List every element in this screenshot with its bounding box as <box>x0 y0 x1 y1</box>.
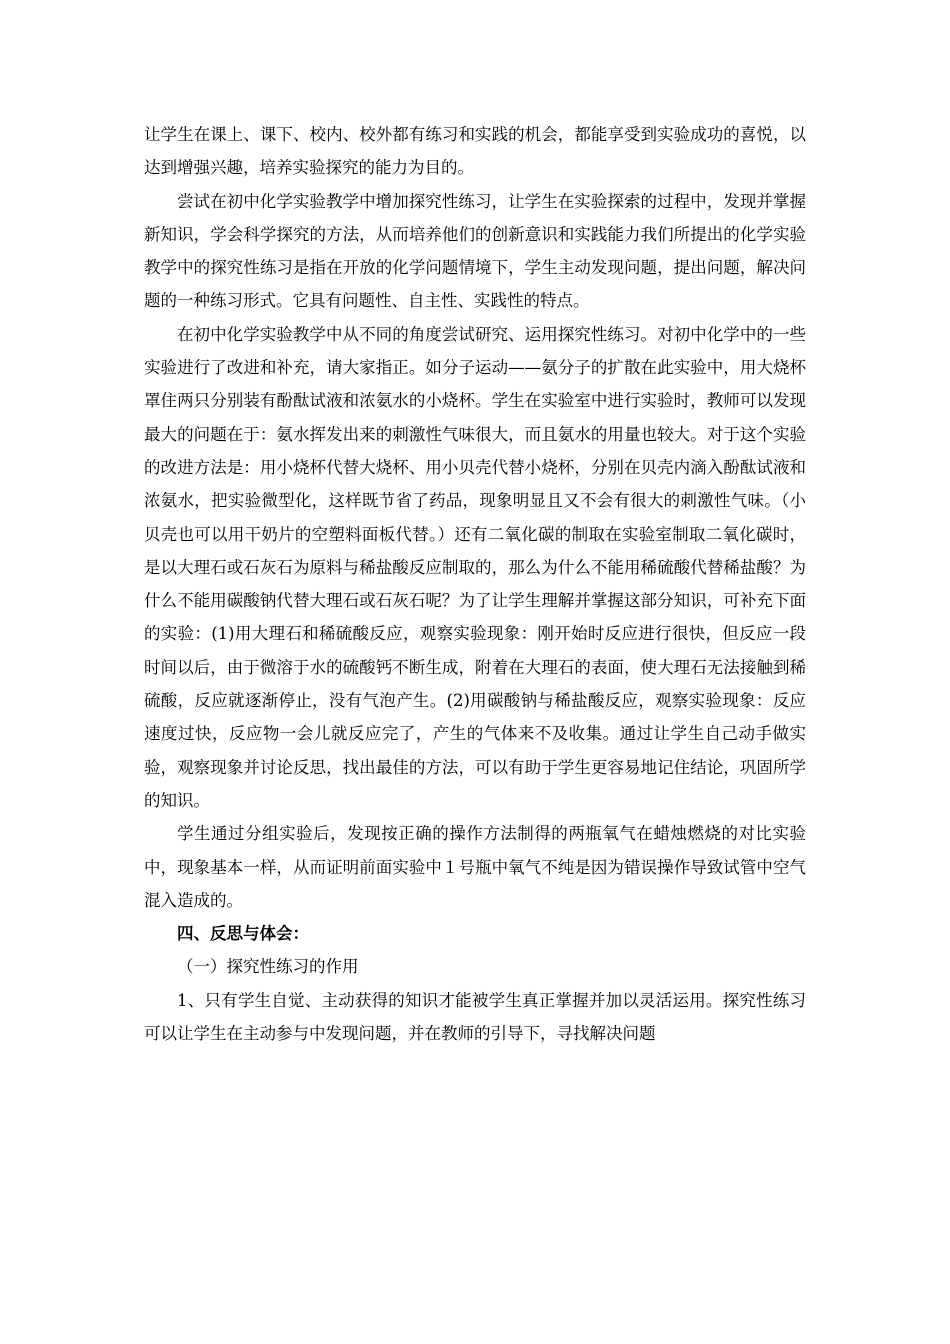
paragraph-2: 尝试在初中化学实验教学中增加探究性练习，让学生在实验探索的过程中，发现并掌握新知识，学会科学探究的方法，从而培养他们的创新意识和实践能力我们所提出的化学实验教学中的探究性练习是指在开放的化学问题情境下，学生主动发现问题，提出问题，解决问题的一种练习形式。它具有问题性、自主性、实践性的特点。 <box>144 191 806 311</box>
section-heading: 四、反思与体会： <box>177 924 309 944</box>
paragraph-5: 1、只有学生自觉、主动获得的知识才能被学生真正掌握并加以灵活运用。探究性练习可以让学生在主动参与中发现问题，并在教师的引导下，寻找解决问题 <box>144 990 806 1044</box>
paragraph-3: 在初中化学实验教学中从不同的角度尝试研究、运用探究性练习。对初中化学中的一些实验进行了改进和补充，请大家指正。如分子运动——氨分子的扩散在此实验中，用大烧杯罩住两只分别装有酚酞试液和浓氨水的小烧杯。学生在实验室中进行实验时，教师可以发现最大的问题在于：氨水挥发出来的刺激性气味很大，而且氨水的用量也较大。对于这个实验的改进方法是：用小烧杯代替大烧杯、用小贝壳代替小烧杯，分别在贝壳内滴入酚酞试液和浓氨水，把实验微型化，这样既节省了药品，现象明显且又不会有很大的刺激性气味。（小贝壳也可以用干奶片的空塑料面板代替。）还有二氧化碳的制取在实验室制取二氧化碳时，是以大理石或石灰石为原料与稀盐酸反应制取的，那么为什么不能用稀硫酸代替稀盐酸？为什么不能用碳酸钠代替大理石或石灰石呢？为了让学生理解并掌握这部分知识，可补充下面的实验：(1)用大理石和稀硫酸反应，观察实验现象：刚开始时反应进行很快，但反应一段时间以后，由于微溶于水的硫酸钙不断生成，附着在大理石的表面，使大理石无法接触到稀硫酸，反应就逐渐停止，没有气泡产生。(2)用碳酸钠与稀盐酸反应，观察实验现象：反应速度过快，反应物一会儿就反应完了，产生的气体来不及收集。通过让学生自己动手做实验，观察现象并讨论反思，找出最佳的方法，可以有助于学生更容易地记住结论，巩固所学的知识。 <box>144 324 806 810</box>
paragraph-4: 学生通过分组实验后，发现按正确的操作方法制得的两瓶氧气在蜡烛燃烧的对比实验中，现象基本一样，从而证明前面实验中１号瓶中氧气不纯是因为错误操作导致试管中空气混入造成的。 <box>144 824 806 910</box>
paragraph-1: 让学生在课上、课下、校内、校外都有练习和实践的机会，都能享受到实验成功的喜悦，以达到增强兴趣，培养实验探究的能力为目的。 <box>144 125 806 178</box>
section-subheading: （一）探究性练习的作用 <box>177 957 359 977</box>
document-page <box>144 118 806 1050</box>
